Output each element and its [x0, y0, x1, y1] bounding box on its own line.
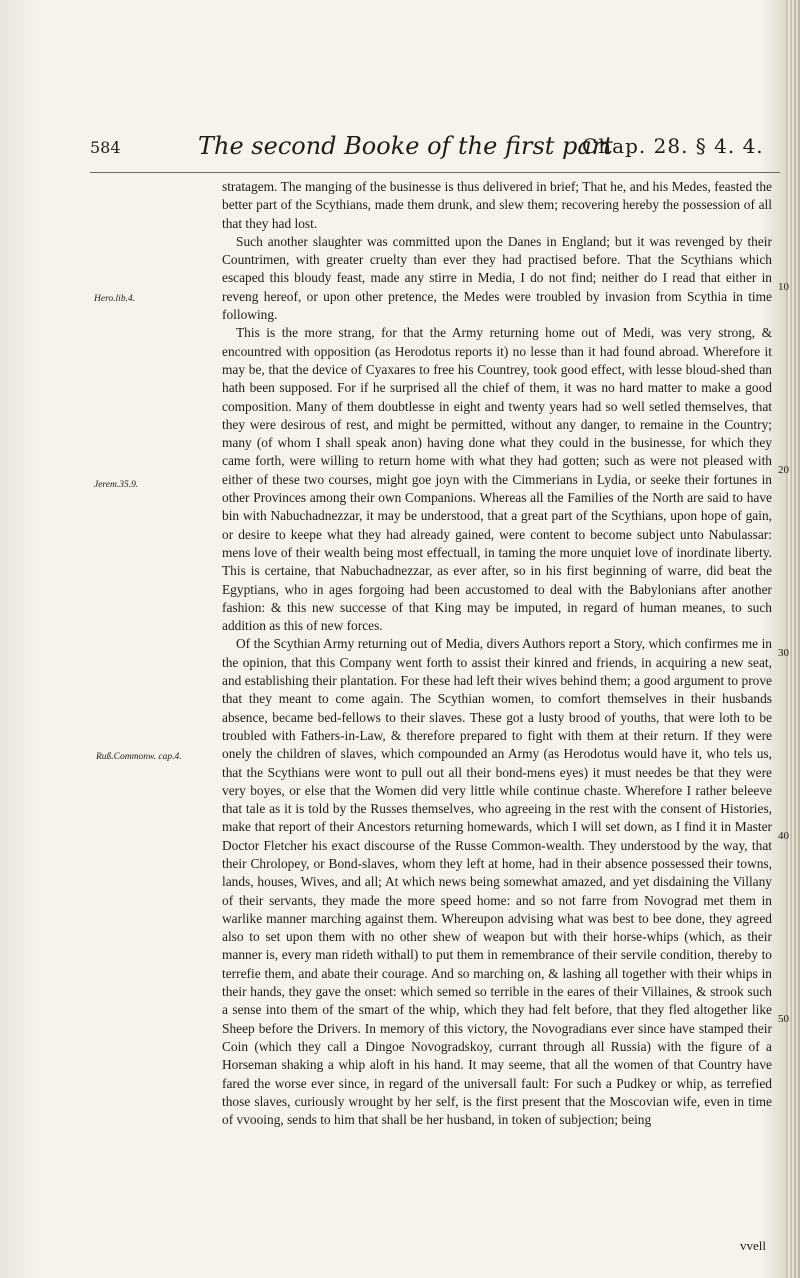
chapter-reference: Chap. 28. § 4. 4.	[582, 134, 764, 158]
paragraph: Such another slaughter was committed upon the Danes in England; but it was revenged by their Countrimen, with greater cruelty than ever they had practised before. That the Scythians which escaped this bloudy feast, made any stirre in Media, I do not find; neither do I read that either in reveng hereof, or upon other pretence, the Medes were troubled by invasion from Scythia in time following.	[222, 233, 772, 323]
margin-note-russe-commonwealth: Ruß.Commonw. cap.4.	[96, 752, 182, 762]
margin-note-herodotus: Hero.lib.4.	[94, 294, 136, 304]
line-number: 30	[778, 647, 789, 659]
line-number: 40	[778, 830, 789, 842]
page-fore-edge	[786, 0, 800, 1278]
running-title: The second Booke of the first part	[198, 132, 613, 160]
main-text-block	[222, 178, 772, 1129]
paragraph: stratagem. The manging of the businesse is thus delivered in brief; That he, and his Medes, feasted the better part of the Scythians, made them drunk, and slew them; recovering hereby the possession of all that they had lost.	[222, 179, 772, 231]
line-number: 20	[778, 464, 789, 476]
page-number: 584	[90, 138, 121, 157]
page-header	[90, 128, 780, 173]
line-number: 50	[778, 1013, 789, 1025]
paragraph: This is the more strang, for that the Army returning home out of Medi, was very strong, & encountred with opposition (as Herodotus reports it) no lesse than it had found abroad. Wherefore it may be, that the device of Cyaxares to free his Countrey, took good effect, with lesse bloud-shed than hath been supposed. For if he surprised all the chief of them, it was no hard matter to make a good composition. Many of them doubtlesse in eight and twenty years had so well setled themselves, that they were desirous of rest, and might be permitted, without any danger, to remaine in the Country; many (of whom I shall speak anon) having done what they could in the businesse, for which they came forth, were willing to return home with what they had gotten; such as were not pleased with either of these two courses, might goe joyn with the Cimmerians in Lydia, or seeke their fortunes in other Provinces among their own Companions. Whereas all the Families of the North are said to have bin with Nabuchadnezzar, it may be understood, that a great part of the Scythians, upon hope of gain, or desire to keepe what they had already gained, were content to become subject unto Nabulassar: mens love of their wealth being most effectuall, in taming the more unquiet love of inordinate liberty. This is certaine, that Nabuchadnezzar, as ever after, so in his first beginning of warre, did beat the Egyptians, who in ages forgoing had been accustomed to deal with the Babylonians after another fashion: & this new successe of that King may be imputed, in regard of human meanes, to such addition as this of new forces.	[222, 325, 772, 634]
line-number: 10	[778, 281, 789, 293]
margin-note-jeremiah: Jerem.35.9.	[94, 480, 139, 490]
catchword: vvell	[740, 1238, 766, 1253]
paragraph: Of the Scythian Army returning out of Media, divers Authors report a Story, which confirmes me in the opinion, that this Company went forth to assist their kinred and friends, in acquiring a new seat, and establishing their plantation. For these had left their wives behind them; a good argument to prove that they meant to come again. The Scythian women, to comfort themselves in their husbands absence, became bed-fellows to their slaves. These got a lusty brood of youths, that were loth to be troubled with Fathers-in-Law, & therefore prepared to fight with them at their return. If they were onely the children of slaves, which compounded an Army (as Herodotus would have it, who tels us, that the Scythians were wont to pull out all their bond-mens eyes) it must needes be that they were very boyes, or else that the Women did very little while continue chaste. Wherefore I rather beleeve that tale as it is told by the Russes themselves, who agreeing in the rest with the consent of Histories, make that report of their Ancestors returning homewards, which I will set down, as I find it in Master Doctor Fletcher his exact discourse of the Russe Common-wealth. They understood by the way, that their Chrolopey, or Bond-slaves, whom they left at home, had in their absence possessed their towns, lands, houses, Wives, and all; At which news being somewhat amazed, and yet disdaining the Villany of their servants, they made the more speed home: and so not farre from Novograd met them in warlike manner marching against them. Whereupon advising what was best to bee done, they agreed also to set upon them with no other shew of weapon but with their horse-whips (which, as their manner is, every man rideth withall) to put them in remembrance of their servile condition, thereby to terrefie them, and abate their courage. And so marching on, & lashing all together with their whips in their hands, they gave the onset: which semed so terrible in the eares of their Villaines, & strook such a sense into them of the smart of the whip, which they had felt before, that they fled altogether like Sheep before the Drivers. In memory of this victory, the Novogradians ever since have stamped their Coin (which they call a Dingoe Novogradskoy, currant through all Russia) with the figure of a Horseman shaking a whip aloft in his hand. It may seeme, that all the women of that Country have fared the worse ever since, in regard of the universall fault: For such a Pudkey or whip, as terrefied those slaves, curiously wrought by her self, is the first present that the Moscovian wife, even in time of vvooing, sends to him that shall be her husband, in token of subjection; being	[222, 636, 772, 1128]
